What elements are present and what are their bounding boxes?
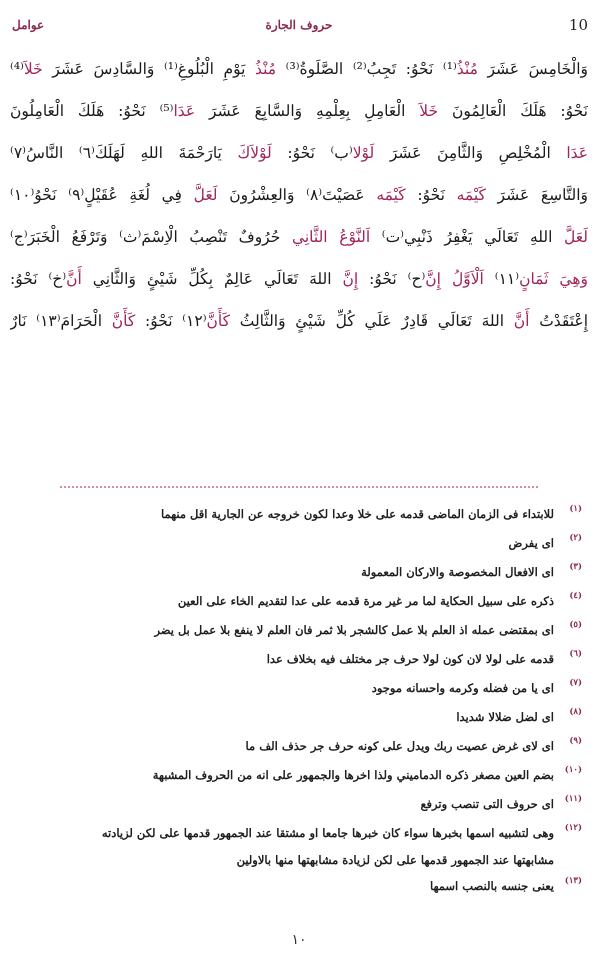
- highlighted-term: كَأَنَّ: [111, 312, 136, 330]
- text-line: [10, 258, 588, 300]
- footnote-number: (١٢): [564, 823, 582, 833]
- text-segment: إِعْتَقَدْتُ: [529, 312, 588, 330]
- footnote-number: (٤): [569, 591, 582, 601]
- footnote-text: اى يا من فضله وكرمه واحسانه موجود: [371, 681, 554, 695]
- text-segment: ⁽⁴⁾: [10, 60, 24, 78]
- footnotes: [16, 500, 582, 901]
- footnote-number: (١٠): [564, 765, 582, 775]
- text-segment: يَوْمِ الْبُلُوغِ⁽¹⁾ وَالسَّادِسَ عَشَرَ: [42, 60, 255, 78]
- highlighted-term: لَوْلاَكَ: [237, 144, 272, 162]
- text-segment: ⁽¹⁾ نَحْوُ: تَجِبُ⁽²⁾ الصَّلَوةُ⁽³⁾: [276, 60, 457, 78]
- highlighted-term: أَنَّ: [513, 312, 530, 330]
- text-line: [10, 48, 588, 90]
- text-segment: ⁽خ⁾ نَحْوُ:: [10, 270, 67, 288]
- footnote: [16, 587, 582, 616]
- footnote-text: ذكره على سبيل الحكاية لما مر غير مرة قدمه على عدا لتقديم الخاء على العين: [177, 594, 554, 608]
- footnote-number: (٧): [569, 678, 582, 688]
- footnote: [16, 674, 582, 703]
- footnote-text: اى بمقتضى عمله اذ العلم بلا عمل كالشجر بلا ثمر فان العلم لا ينفع بلا عمل بل يضر: [154, 623, 554, 637]
- text-segment: اللهَ تَعَالَي عَالِمٌ بِكُلِّ شَيْئٍ وَالثَّانِي: [81, 270, 343, 288]
- footnote-number: (٢): [569, 533, 582, 543]
- highlighted-term: كَيْمَه: [376, 186, 406, 204]
- footnote: [16, 500, 582, 529]
- text-line: [10, 216, 588, 258]
- footnote-text: اى لاى غرض عصيت ربك ويدل على كونه حرف جر حذف الف ما: [245, 739, 554, 753]
- section-label: عوامل: [12, 18, 45, 32]
- footnote-number: (٥): [569, 620, 582, 630]
- text-segment: فِي لُغَةِ عُقَيْلٍ⁽٩⁾ نَحْوُ⁽١٠⁾: [10, 186, 194, 204]
- highlighted-term: كَأَنَّ: [206, 312, 231, 330]
- text-segment: حُرُوفٌ تَنْصِبُ الْاِسْمَ⁽ث⁾ وَتَرْفَعُ الْخَبَرَ⁽ج⁾: [10, 228, 292, 246]
- highlighted-term: كَيْمَه: [456, 186, 486, 204]
- highlighted-term: عَدَا: [566, 144, 588, 162]
- page-title: حروف الجارة: [265, 18, 333, 32]
- highlighted-term: اَلنَّوْعُ الثَّانِي: [291, 228, 371, 246]
- text-line: [10, 300, 588, 342]
- highlighted-term: وَهِيَ ثَمَانٍ: [519, 270, 588, 288]
- footnote: [16, 761, 582, 790]
- text-segment: الْعَامِلِ بِعِلْمِهِ وَالسَّابِعَ عَشَرَ: [195, 102, 420, 120]
- text-segment: الْمُخْلِصِ وَالثَّامِنَ عَشَرَ: [374, 144, 567, 162]
- footnote-number: (٨): [569, 707, 582, 717]
- text-segment: اللهِ تَعَالَي يَغْفِرُ ذَنْبِي⁽ت⁾: [370, 228, 565, 246]
- text-segment: وَالْخَامِسَ عَشَرَ: [477, 60, 588, 78]
- footnote: [16, 529, 582, 558]
- footnote: [16, 616, 582, 645]
- highlighted-term: لَعَلَّ: [193, 186, 218, 204]
- footnote-number: (١١): [564, 794, 582, 804]
- text-segment: ⁽⁵⁾ نَحْوُ: هَلَكَ الْعَامِلُونَ: [10, 102, 174, 120]
- text-line: [10, 90, 588, 132]
- highlighted-term: أَنَّ: [66, 270, 82, 288]
- highlighted-term: خَلاَ: [23, 60, 43, 78]
- main-text: [10, 48, 588, 342]
- highlighted-term: خَلاَ: [419, 102, 439, 120]
- footnote: [16, 558, 582, 587]
- highlighted-term: عَدَا: [173, 102, 196, 120]
- highlighted-term: مُنْذُ: [254, 60, 277, 78]
- page-number-bottom: ١٠: [291, 932, 307, 948]
- footnote-text: للابتداء فى الزمان الماضى قدمه على خلا وعدا لكون خروجه عن الجارية اقل منهما: [160, 507, 554, 521]
- footnote-number: (٣): [569, 562, 582, 572]
- text-segment: ⁽ح⁾ نَحْوُ:: [358, 270, 426, 288]
- text-segment: نَحْوُ: هَلَكَ الْعَالِمُونَ: [438, 102, 588, 120]
- footnote-number: (٦): [569, 649, 582, 659]
- highlighted-term: مُنْذُ: [456, 60, 478, 78]
- footnote-number: (١): [569, 504, 582, 514]
- text-segment: نَحْوُ:: [405, 186, 457, 204]
- footnote-text: اى الافعال المخصوصة والاركان المعمولة: [361, 565, 554, 579]
- text-segment: عَصَيْتَ⁽٨⁾ وَالعِشْرُونَ: [217, 186, 377, 204]
- page-number-top: 10: [568, 16, 588, 34]
- highlighted-term: لَوْلا: [352, 144, 375, 162]
- footnote-text: يعنى جنسه بالنصب اسمها: [429, 879, 554, 893]
- text-segment: ⁽١١⁾: [483, 270, 520, 288]
- highlighted-term: اَلْاَوَّلُ إِنَّ: [425, 270, 484, 288]
- text-line: [10, 174, 588, 216]
- highlighted-term: إِنَّ: [342, 270, 359, 288]
- footnote-text: قدمه على لولا لان كون لولا حرف جر مختلف فيه بخلاف عدا: [266, 652, 554, 666]
- page-header: [0, 8, 598, 42]
- text-segment: يَارَحْمَةَ اللهِ لَهَلَكَ⁽٦⁾ النَّاسُ⁽٧⁾: [10, 144, 238, 162]
- text-segment: وَالتَّاسِعَ عَشَرَ: [485, 186, 588, 204]
- text-segment: الْحَرَامَ⁽١٣⁾ نَارٌ: [10, 312, 112, 330]
- text-line: [10, 132, 588, 174]
- footnote-text: اى حروف التى تنصب وترفع: [420, 797, 554, 811]
- text-segment: اللهَ تَعَالَي قَادِرٌ عَلَي كُلِّ شَيْئٍ وَالثَّالِثُ: [230, 312, 514, 330]
- footnote: [16, 703, 582, 732]
- footnote-divider: [60, 486, 538, 488]
- text-segment: ⁽١٢⁾ نَحْوُ:: [135, 312, 207, 330]
- footnote: [16, 790, 582, 819]
- footnote-text: اى لضل ضلالا شديدا: [456, 710, 554, 724]
- highlighted-term: لَعَلَّ: [564, 228, 588, 246]
- footnote-number: (١٣): [564, 876, 582, 886]
- footnote-text: اى يفرض: [508, 536, 554, 550]
- text-segment: ⁽ب⁾ نَحْوُ:: [271, 144, 353, 162]
- footnote: [16, 645, 582, 674]
- footnote: [16, 732, 582, 761]
- footnote-continuation: مشابهتها عند الجمهور قدمها على لكن لزيادة مشابهتها منها بالاولين: [236, 853, 554, 867]
- footnote: [16, 872, 582, 901]
- footnote-text: وهى لتشبيه اسمها بخبرها سواء كان خبرها جامعا او مشتقا عند الجمهور قدمها على لكن لزيادته: [101, 826, 554, 840]
- footnote-number: (٩): [569, 736, 582, 746]
- footnote-text: بضم العين مصغر ذكره الدماميني ولذا اخرها والجمهور على انه من الحروف المشبهة: [152, 768, 554, 782]
- footnote: [16, 819, 582, 872]
